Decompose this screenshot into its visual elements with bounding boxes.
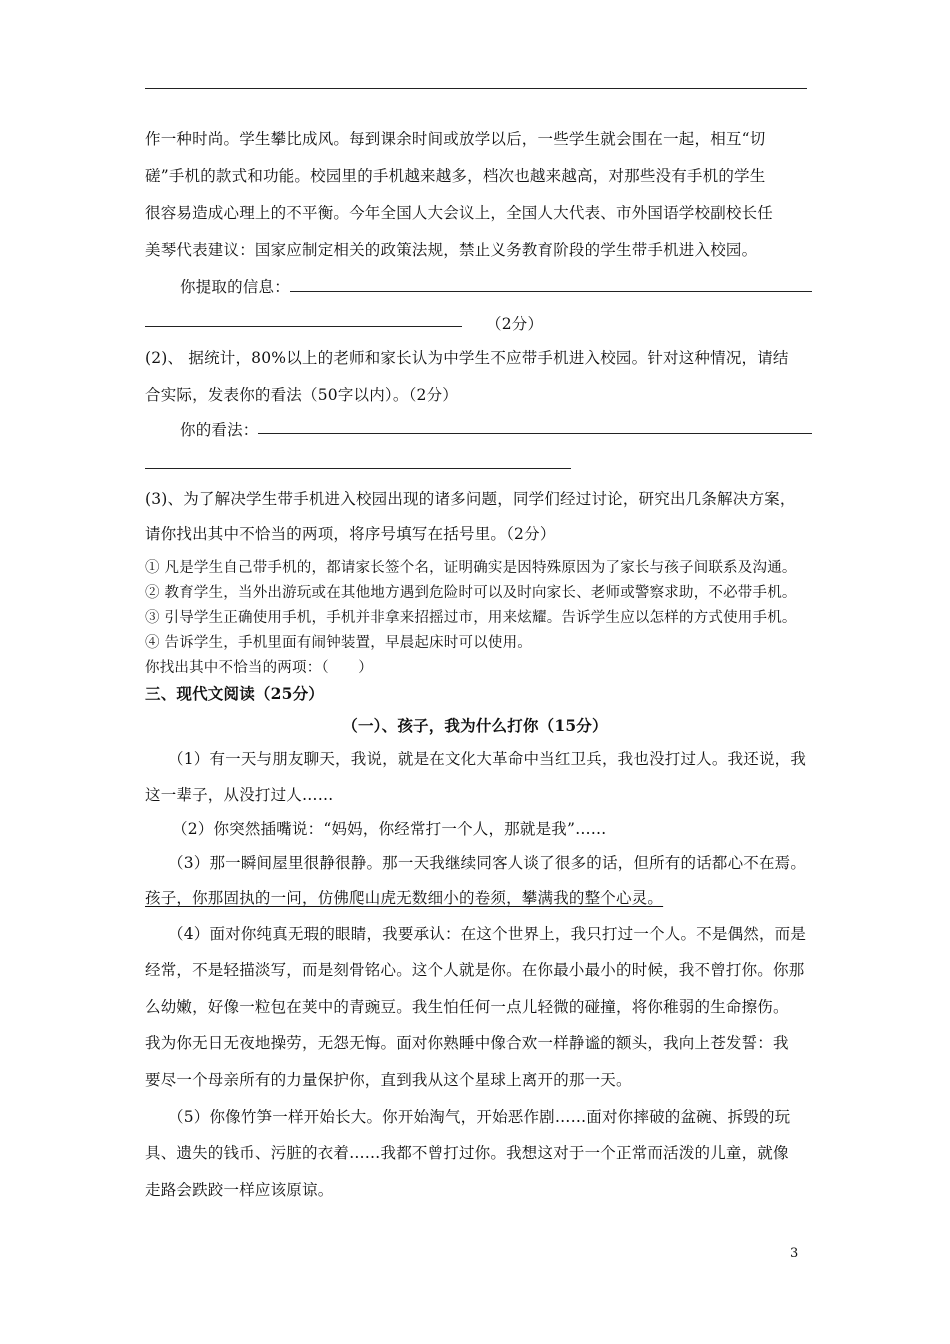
paragraph-4-line: 要尽一个母亲所有的力量保护你，直到我从这个星球上离开的那一天。: [145, 1071, 632, 1089]
q1-answer-line-1[interactable]: [290, 291, 812, 292]
q3-option-3: ③ 引导学生正确使用手机，手机并非拿来招摇过市，用来炫耀。告诉学生应以怎样的方式使用手机。: [145, 610, 797, 626]
q1-prompt: 你提取的信息：: [180, 278, 290, 296]
passage-line: 作一种时尚。学生攀比成风。每到课余时间或放学以后，一些学生就会围在一起，相互“切: [145, 130, 766, 148]
q2-answer-line-2[interactable]: [145, 468, 571, 469]
paragraph-1-line: 这一辈子，从没打过人……: [145, 786, 334, 804]
paragraph-3-line: （3）那一瞬间屋里很静很静。那一天我继续同客人谈了很多的话，但所有的话都心不在焉。: [168, 854, 807, 872]
q3-line: 请你找出其中不恰当的两项，将序号填写在括号里。（2分）: [145, 525, 556, 543]
q2-prompt: 你的看法：: [180, 421, 259, 439]
passage-line: 磋”手机的款式和功能。校园里的手机越来越多，档次也越来越高，对那些没有手机的学生: [145, 167, 766, 185]
passage-line: 美琴代表建议：国家应制定相关的政策法规，禁止义务教育阶段的学生带手机进入校园。: [145, 241, 758, 259]
q2-answer-line-1[interactable]: [258, 433, 812, 434]
q3-line: (3)、为了解决学生带手机进入校园出现的诸多问题，同学们经过讨论，研究出几条解决方案，: [145, 490, 796, 508]
paragraph-5-line: （5）你像竹笋一样开始长大。你开始淘气，开始恶作剧……面对你摔破的盆碗、拆毁的玩: [168, 1108, 791, 1126]
header-rule: [145, 88, 807, 89]
paragraph-5-line: 走路会跌跤一样应该原谅。: [145, 1181, 334, 1199]
q3-option-1: ① 凡是学生自己带手机的，都请家长签个名，证明确实是因特殊原因为了家长与孩子间联系及沟通。: [145, 560, 797, 576]
q3-answer-prompt: 你找出其中不恰当的两项：（ ）: [145, 660, 373, 676]
section-title: 三、现代文阅读（25分）: [145, 684, 324, 703]
paragraph-3-underlined: 孩子，你那固执的一问，仿佛爬山虎无数细小的卷须，攀满我的整个心灵。: [145, 889, 664, 907]
article-title: （一）、孩子，我为什么打你（15分）: [342, 716, 608, 735]
q1-score: （2分）: [486, 315, 544, 333]
paragraph-4-line: 么幼嫩，好像一粒包在荚中的青豌豆。我生怕任何一点儿轻微的碰撞，将你稚弱的生命擦伤。: [145, 998, 789, 1016]
q2-line: (2)、 据统计，80%以上的老师和家长认为中学生不应带手机进入校园。针对这种情况，请结: [145, 349, 789, 367]
paragraph-4-line: 我为你无日无夜地操劳，无怨无悔。面对你熟睡中像合欢一样静谧的额头，我向上苍发誓：我: [145, 1034, 789, 1052]
paragraph-4-line: 经常，不是轻描淡写，而是刻骨铭心。这个人就是你。在你最小最小的时候，我不曾打你。你那: [145, 961, 805, 979]
paragraph-5-line: 具、遗失的钱币、污脏的衣着……我都不曾打过你。我想这对于一个正常而活泼的儿童，就像: [145, 1144, 789, 1162]
q3-option-2: ② 教育学生，当外出游玩或在其他地方遇到危险时可以及时向家长、老师或警察求助，不必带手机。: [145, 585, 797, 601]
q1-answer-line-2[interactable]: [145, 326, 462, 327]
paragraph-1-line: （1）有一天与朋友聊天，我说，就是在文化大革命中当红卫兵，我也没打过人。我还说，我: [168, 750, 807, 768]
paragraph-4-line: （4）面对你纯真无瑕的眼睛，我要承认：在这个世界上，我只打过一个人。不是偶然，而是: [168, 925, 807, 943]
q3-option-4: ④ 告诉学生，手机里面有闹钟装置，早晨起床时可以使用。: [145, 635, 533, 651]
q2-line: 合实际，发表你的看法（50字以内）。（2分）: [145, 386, 458, 404]
page-number: 3: [790, 1246, 799, 1261]
paragraph-2: （2）你突然插嘴说：“妈妈，你经常打一个人，那就是我”……: [172, 820, 607, 838]
passage-line: 很容易造成心理上的不平衡。今年全国人大会议上，全国人大代表、市外国语学校副校长任: [145, 204, 774, 222]
